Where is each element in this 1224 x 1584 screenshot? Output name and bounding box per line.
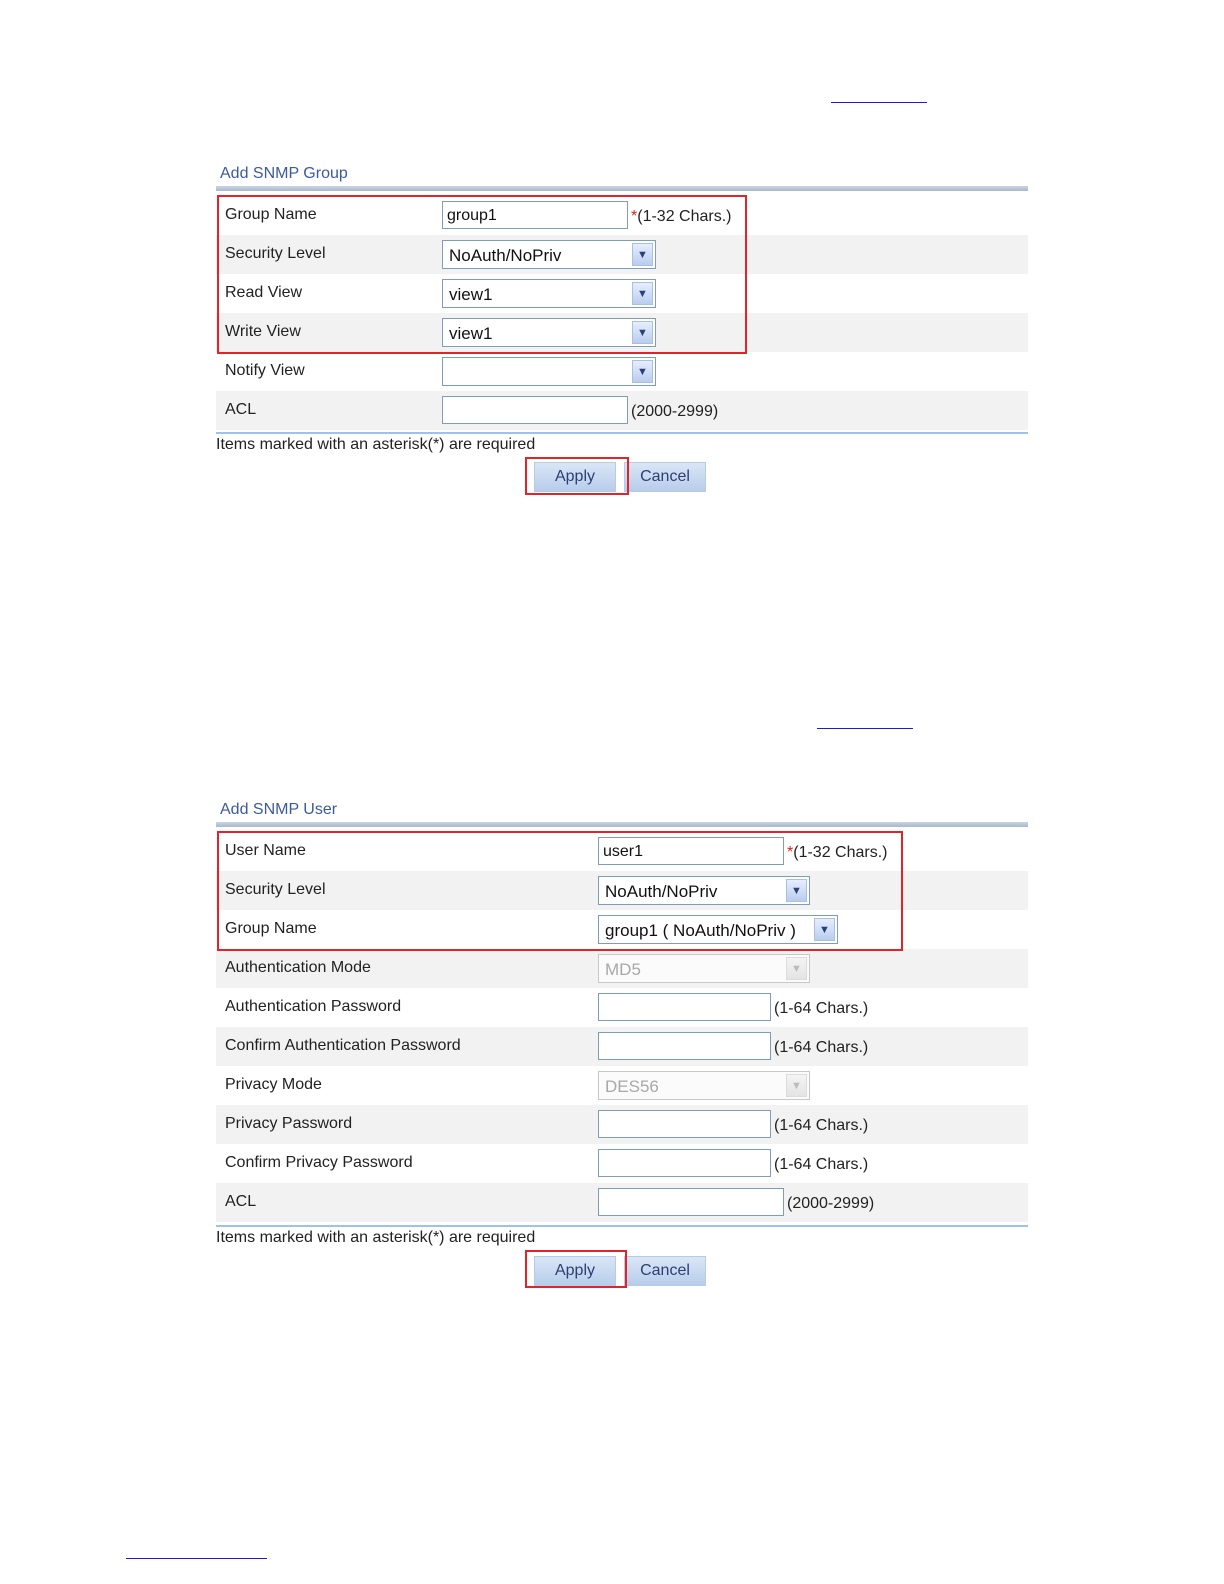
- authentication-mode-select: MD5 ▼: [598, 954, 810, 983]
- group-name-select[interactable]: group1 ( NoAuth/NoPriv ) ▼: [598, 915, 838, 944]
- field-label: Privacy Password: [225, 1115, 353, 1132]
- security-level-select[interactable]: NoAuth/NoPriv ▼: [442, 240, 656, 269]
- field-hint: (1-64 Chars.): [774, 1039, 869, 1056]
- form-row-group-name: [216, 910, 1028, 949]
- form-row-acl: [216, 1183, 1028, 1222]
- field-label: ACL: [225, 401, 257, 418]
- chevron-down-icon[interactable]: ▼: [786, 879, 807, 902]
- required-star: *: [787, 844, 794, 861]
- form-row-privacy-mode: [216, 1066, 1028, 1105]
- privacy-mode-select: DES56 ▼: [598, 1071, 810, 1100]
- form-row-acl: [216, 391, 1028, 430]
- field-label: Group Name: [225, 206, 317, 223]
- link-underline: [831, 102, 927, 103]
- form-row-confirm-privacy-password: [216, 1144, 1028, 1183]
- field-label: ACL: [225, 1193, 257, 1210]
- acl-input[interactable]: [598, 1188, 784, 1216]
- field-label: Confirm Privacy Password: [225, 1154, 413, 1171]
- read-view-select[interactable]: view1 ▼: [442, 279, 656, 308]
- field-hint: (1-64 Chars.): [774, 1000, 869, 1017]
- privacy-password-input[interactable]: [598, 1110, 771, 1138]
- snmp-group-form: [216, 165, 1028, 500]
- form-bottom-line: [216, 1225, 1028, 1227]
- field-label: Read View: [225, 284, 303, 301]
- form-title: Add SNMP Group: [220, 165, 348, 182]
- security-level-select[interactable]: NoAuth/NoPriv ▼: [598, 876, 810, 905]
- field-hint: (2000-2999): [787, 1195, 875, 1212]
- confirm-privacy-password-input[interactable]: [598, 1149, 771, 1177]
- link-underline: [126, 1558, 267, 1559]
- title-bar: [216, 822, 1028, 827]
- cancel-button[interactable]: Cancel: [624, 462, 706, 492]
- confirm-authentication-password-input[interactable]: [598, 1032, 771, 1060]
- form-row-read-view: [216, 274, 1028, 313]
- snmp-user-form: [216, 801, 1028, 1291]
- chevron-down-icon[interactable]: ▼: [632, 321, 653, 344]
- form-row-security-level: [216, 871, 1028, 910]
- field-label: Notify View: [225, 362, 305, 379]
- notify-view-select[interactable]: [442, 357, 656, 386]
- cancel-button[interactable]: Cancel: [624, 1256, 706, 1286]
- link-underline: [817, 728, 913, 729]
- write-view-select[interactable]: view1 ▼: [442, 318, 656, 347]
- form-row-privacy-password: [216, 1105, 1028, 1144]
- form-row-authentication-mode: [216, 949, 1028, 988]
- apply-button[interactable]: Apply: [534, 1256, 616, 1286]
- field-hint: *(1-32 Chars.): [631, 208, 732, 225]
- form-title: Add SNMP User: [220, 801, 338, 818]
- form-row-confirm-authentication-password: [216, 1027, 1028, 1066]
- required-note: Items marked with an asterisk(*) are required: [216, 1229, 536, 1246]
- field-hint: *(1-32 Chars.): [787, 844, 888, 861]
- field-label: Authentication Mode: [225, 959, 371, 976]
- form-row-write-view: [216, 313, 1028, 352]
- form-row-group-name: [216, 196, 1028, 235]
- chevron-down-icon[interactable]: ▼: [632, 282, 653, 305]
- field-label: Security Level: [225, 881, 326, 898]
- required-star: *: [631, 208, 638, 225]
- field-hint: (1-64 Chars.): [774, 1117, 869, 1134]
- field-label: Write View: [225, 323, 301, 340]
- field-hint: (2000-2999): [631, 403, 719, 420]
- form-row-notify-view: [216, 352, 1028, 391]
- form-bottom-line: [216, 432, 1028, 434]
- field-label: Security Level: [225, 245, 326, 262]
- field-label: Privacy Mode: [225, 1076, 322, 1093]
- field-label: Authentication Password: [225, 998, 402, 1015]
- authentication-password-input[interactable]: [598, 993, 771, 1021]
- field-label: User Name: [225, 842, 306, 859]
- form-row-authentication-password: [216, 988, 1028, 1027]
- form-row-user-name: [216, 832, 1028, 871]
- chevron-down-icon: ▼: [786, 1074, 807, 1097]
- chevron-down-icon[interactable]: ▼: [814, 918, 835, 941]
- title-bar: [216, 186, 1028, 191]
- apply-button[interactable]: Apply: [534, 462, 616, 492]
- field-label: Group Name: [225, 920, 317, 937]
- group-name-input[interactable]: group1: [442, 201, 628, 229]
- chevron-down-icon[interactable]: ▼: [632, 243, 653, 266]
- required-note: Items marked with an asterisk(*) are required: [216, 436, 536, 453]
- form-row-security-level: [216, 235, 1028, 274]
- user-name-input[interactable]: user1: [598, 837, 784, 865]
- chevron-down-icon[interactable]: ▼: [632, 360, 653, 383]
- field-label: Confirm Authentication Password: [225, 1037, 461, 1054]
- field-hint: (1-64 Chars.): [774, 1156, 869, 1173]
- acl-input[interactable]: [442, 396, 628, 424]
- chevron-down-icon: ▼: [786, 957, 807, 980]
